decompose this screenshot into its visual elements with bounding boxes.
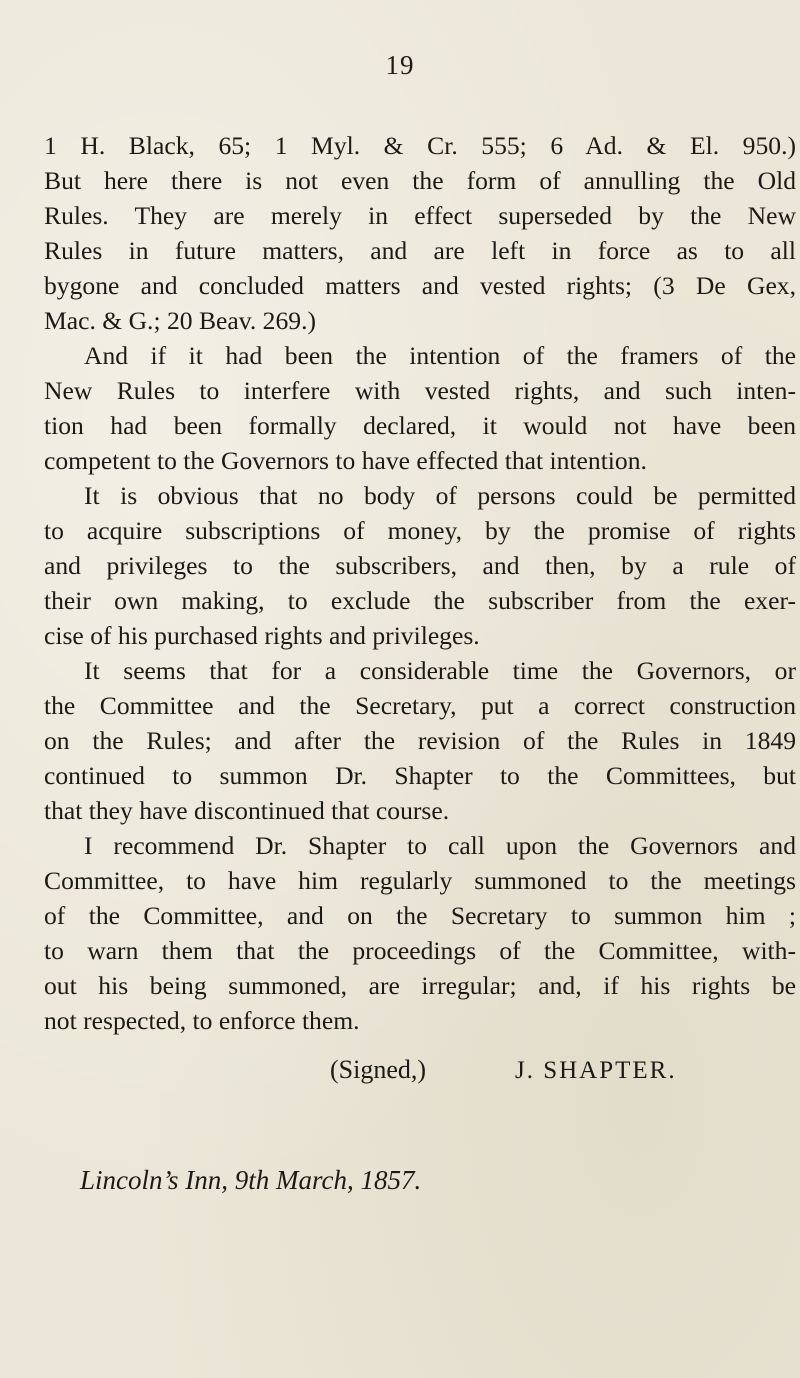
text-line: Committee, to have him regularly summoned to the meetings <box>44 866 796 895</box>
text-line: But here there is not even the form of annulling the Old <box>44 166 796 195</box>
text-line: out his being summoned, are irregular; and, if his rights be <box>44 971 796 1000</box>
place-and-date: Lincoln’s Inn, 9th March, 1857. <box>80 1165 422 1195</box>
text-line: not respected, to enforce them. <box>44 1006 360 1035</box>
text-line: New Rules to interfere with vested rights, and such inten- <box>44 376 796 405</box>
text-line: tion had been formally declared, it would not have been <box>44 411 796 440</box>
signer-name: J. SHAPTER. <box>515 1057 677 1084</box>
text-line: on the Rules; and after the revision of the Rules in 1849 <box>44 726 796 755</box>
text-line: of the Committee, and on the Secretary to summon him ; <box>44 901 796 930</box>
text-line: cise of his purchased rights and privileges. <box>44 621 480 650</box>
text-line: continued to summon Dr. Shapter to the Committees, but <box>44 761 796 790</box>
text-line: 1 H. Black, 65; 1 Myl. & Cr. 555; 6 Ad. & El. 950.) <box>44 131 796 160</box>
text-line: to warn them that the proceedings of the Committee, with- <box>44 936 796 965</box>
paragraph-start-line: And if it had been the intention of the framers of the <box>84 341 796 370</box>
text-line: Mac. & G.; 20 Beav. 269.) <box>44 306 316 335</box>
signed-label: (Signed,) <box>330 1055 427 1084</box>
text-line: bygone and concluded matters and vested rights; (3 De Gex, <box>44 271 796 300</box>
text-line: the Committee and the Secretary, put a correct construction <box>44 691 796 720</box>
text-line: to acquire subscriptions of money, by the promise of rights <box>44 516 796 545</box>
paragraph-start-line: It is obvious that no body of persons could be permitted <box>84 481 796 510</box>
signature-block <box>330 1052 770 1088</box>
paragraph-start-line: It seems that for a considerable time the Governors, or <box>84 656 796 685</box>
page-number: 19 <box>385 50 415 80</box>
text-line: competent to the Governors to have effected that intention. <box>44 446 647 475</box>
paragraph-start-line: I recommend Dr. Shapter to call upon the Governors and <box>84 831 796 860</box>
text-line: that they have discontinued that course. <box>44 796 450 825</box>
text-line: Rules. They are merely in effect superseded by the New <box>44 201 796 230</box>
text-line: their own making, to exclude the subscriber from the exer- <box>44 586 796 615</box>
text-line: and privileges to the subscribers, and then, by a rule of <box>44 551 796 580</box>
text-line: Rules in future matters, and are left in force as to all <box>44 236 796 265</box>
